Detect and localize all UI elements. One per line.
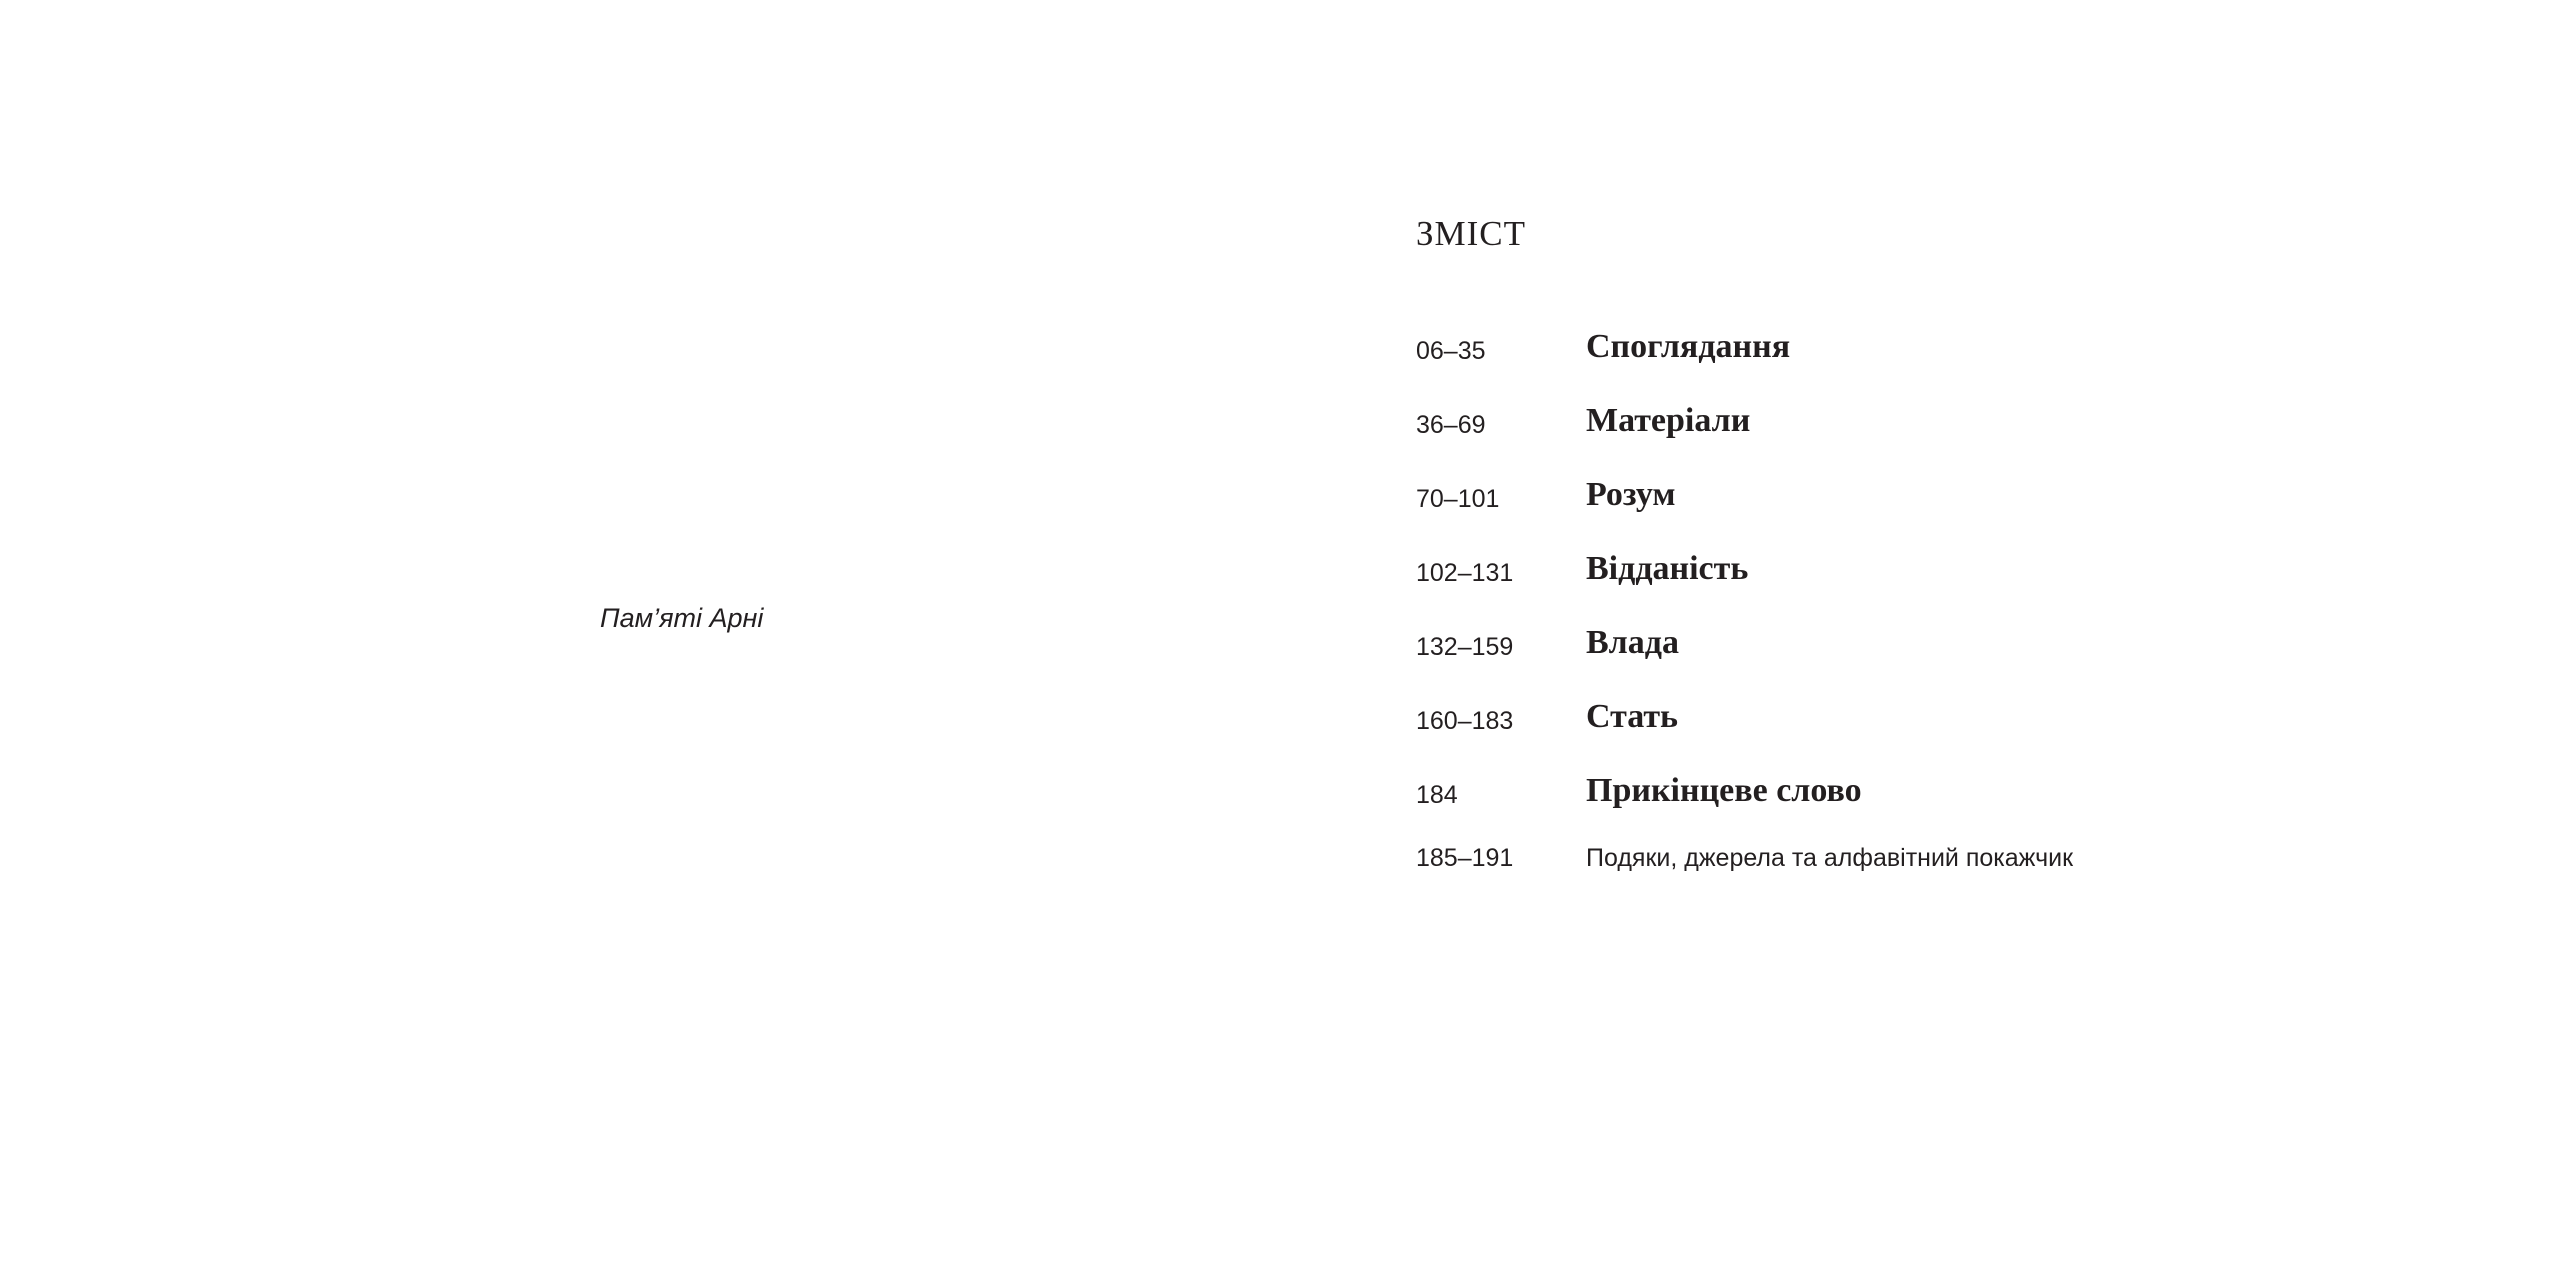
toc-entry [1416, 700, 2416, 760]
toc-entry-pages: 160–183 [1416, 707, 1514, 735]
toc-entry [1416, 404, 2416, 464]
toc-title: ЗМІСТ [1416, 214, 1527, 253]
toc-entry-pages: 06–35 [1416, 337, 1486, 365]
table-of-contents [1416, 0, 2416, 1280]
toc-entry-label: Відданість [1586, 550, 1749, 587]
toc-entry-label: Розум [1586, 476, 1676, 513]
toc-entry-label: Матеріали [1586, 402, 1751, 439]
toc-entry-pages: 70–101 [1416, 485, 1500, 513]
toc-entry-pages: 184 [1416, 781, 1458, 809]
toc-entry-label: Подяки, джерела та алфавітний покажчик [1586, 844, 2074, 872]
dedication-text: Пам’яті Арні [600, 603, 764, 633]
toc-entry [1416, 330, 2416, 390]
toc-entry [1416, 843, 2416, 903]
toc-entry-label: Влада [1586, 624, 1679, 661]
toc-entry [1416, 626, 2416, 686]
toc-entry-pages: 102–131 [1416, 559, 1514, 587]
toc-entry [1416, 774, 2416, 834]
toc-entry-label: Споглядання [1586, 328, 1791, 365]
toc-entry-pages: 36–69 [1416, 411, 1486, 439]
toc-entry [1416, 552, 2416, 612]
toc-entry-label: Стать [1586, 698, 1679, 735]
toc-entry-pages: 185–191 [1416, 844, 1514, 872]
toc-entry-label: Прикінцеве слово [1586, 772, 1862, 809]
toc-entry-pages: 132–159 [1416, 633, 1514, 661]
toc-entry [1416, 478, 2416, 538]
